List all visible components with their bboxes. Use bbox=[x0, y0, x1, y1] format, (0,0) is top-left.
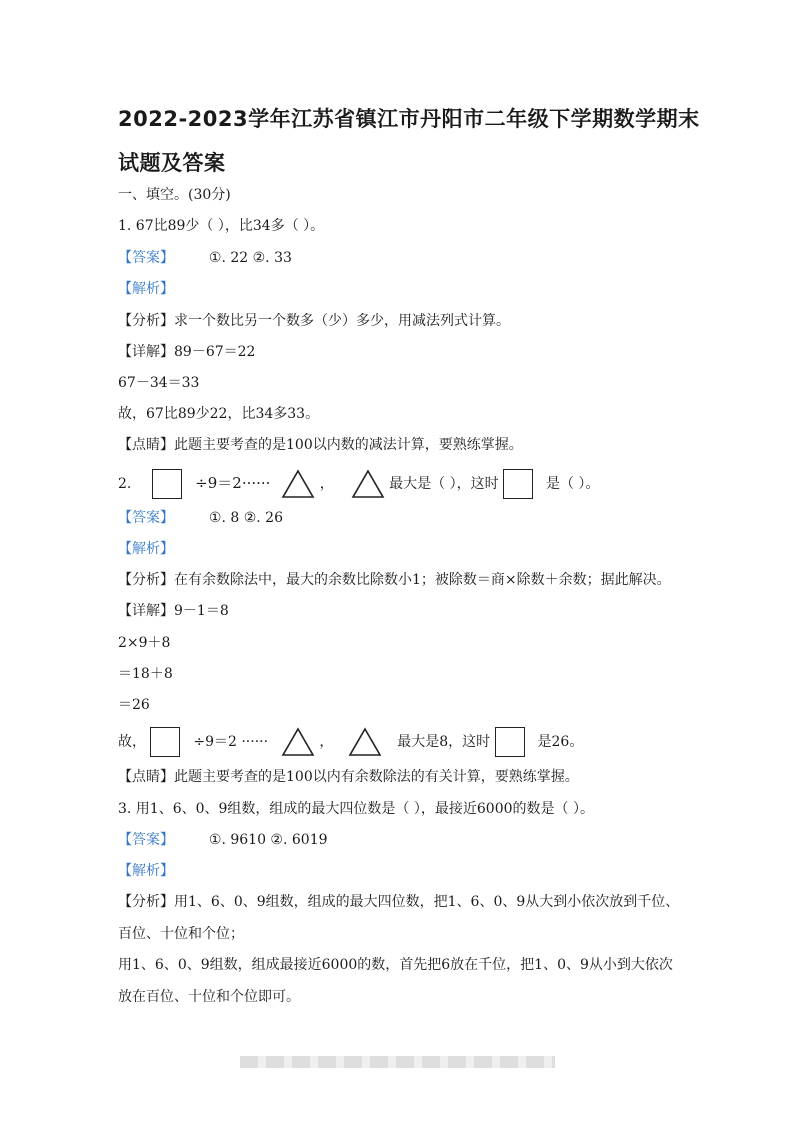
answer-tag: 【答案】 bbox=[118, 510, 174, 526]
document-title-line-1: 2022-2023学年江苏省镇江市丹阳市二年级下学期数学期末 bbox=[118, 107, 700, 131]
remainder-triangle-icon bbox=[348, 727, 382, 757]
q1-analysis-tag: 【解析】 bbox=[118, 281, 174, 297]
q2-gu: 故， bbox=[118, 734, 146, 750]
answer-tag: 【答案】 bbox=[118, 250, 174, 266]
q2-stem bbox=[118, 466, 599, 500]
q2-comma-2: ， bbox=[319, 734, 334, 750]
q1-fenxi: 【分析】求一个数比另一个数多（少）多少，用减法列式计算。 bbox=[118, 313, 510, 329]
q2-number: 2. bbox=[118, 476, 132, 492]
q3-fenxi-a: 【分析】用1、6、0、9组数，组成的最大四位数，把1、6、0、9从大到小依次放到千位、 bbox=[118, 894, 680, 910]
q2-step3: ＝18＋8 bbox=[118, 666, 173, 682]
q2-analysis-tag: 【解析】 bbox=[118, 541, 174, 557]
q1-conclusion: 故，67比89少22，比34多33。 bbox=[118, 406, 320, 422]
q2-division-2: ÷9＝2 ······ bbox=[193, 734, 269, 750]
q2-fenxi: 【分析】在有余数除法中，最大的余数比除数小1；被除数＝商×除数＋余数；据此解决。 bbox=[118, 572, 671, 588]
q2-step4: ＝26 bbox=[118, 697, 150, 713]
dividend-box bbox=[503, 469, 533, 499]
answer-tag: 【答案】 bbox=[118, 832, 174, 848]
q2-division: ÷9＝2······ bbox=[195, 474, 271, 492]
q3-analysis-tag: 【解析】 bbox=[118, 863, 174, 879]
q3-fenxi-b: 百位、十位和个位； bbox=[118, 926, 244, 942]
q3-fenxi-d: 放在百位、十位和个位即可。 bbox=[118, 989, 300, 1005]
q1-step2: 67－34＝33 bbox=[118, 375, 200, 391]
q1-answer bbox=[118, 248, 292, 268]
remainder-triangle-icon bbox=[351, 469, 385, 499]
q1-xiangjie: 【详解】89－67＝22 bbox=[118, 344, 256, 360]
remainder-triangle-icon bbox=[281, 727, 315, 757]
q3-fenxi-c: 用1、6、0、9组数，组成最接近6000的数，首先把6放在千位，把1、0、9从小到大依次 bbox=[118, 957, 673, 973]
q1-stem: 1. 67比89少（ ），比34多（ ）。 bbox=[118, 218, 325, 234]
q1-dianjing: 【点睛】此题主要考查的是100以内数的减法计算，要熟练掌握。 bbox=[118, 437, 523, 453]
q3-answer bbox=[118, 830, 328, 850]
q2-max-text-2: 最大是8，这时 bbox=[397, 734, 491, 750]
dividend-box bbox=[495, 727, 525, 757]
section-heading: 一、填空。(30分) bbox=[118, 187, 231, 203]
q2-is-text-2: 是26。 bbox=[537, 734, 584, 750]
dividend-box bbox=[152, 469, 182, 499]
q2-comma: ， bbox=[319, 476, 334, 492]
blurred-footer-watermark bbox=[240, 1056, 555, 1068]
q2-step2: 2×9＋8 bbox=[118, 635, 171, 651]
q1-answer-values: ①. 22 ②. 33 bbox=[208, 250, 292, 266]
remainder-triangle-icon bbox=[281, 469, 315, 499]
q2-answer-values: ①. 8 ②. 26 bbox=[208, 510, 283, 526]
q2-max-text: 最大是（ ），这时 bbox=[389, 476, 499, 492]
q2-xiangjie: 【详解】9－1＝8 bbox=[118, 603, 229, 619]
q2-dianjing: 【点睛】此题主要考查的是100以内有余数除法的有关计算，要熟练掌握。 bbox=[118, 769, 579, 785]
dividend-box bbox=[150, 727, 180, 757]
q2-conclusion bbox=[118, 725, 583, 759]
q3-stem: 3. 用1、6、0、9组数，组成的最大四位数是（ ），最接近6000的数是（ ）。 bbox=[118, 801, 594, 817]
document-title-line-2: 试题及答案 bbox=[118, 151, 226, 175]
q2-is-text: 是（ ）。 bbox=[545, 476, 600, 492]
q3-answer-values: ①. 9610 ②. 6019 bbox=[208, 832, 328, 848]
q2-answer bbox=[118, 508, 283, 528]
